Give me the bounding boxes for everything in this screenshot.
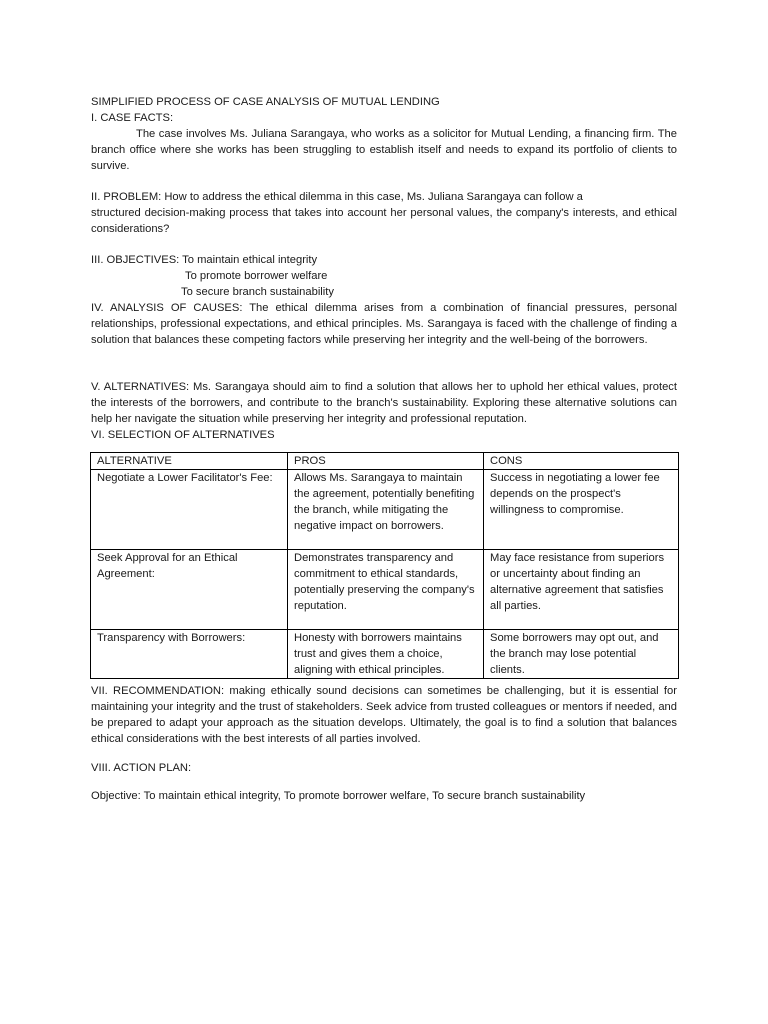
selection-heading: VI. SELECTION OF ALTERNATIVES (91, 429, 275, 441)
cons-cell: Success in negotiating a lower fee depends on the prospect's willingness to compromise. (484, 470, 679, 550)
table-row (91, 470, 679, 550)
problem-text: structured decision-making process that takes into account her personal values, the company's interests, and ethical considerations? (91, 207, 677, 235)
pros-cell: Demonstrates transparency and commitment to ethical standards, potentially preserving the company's reputation. (288, 550, 484, 630)
objectives-line-1: III. OBJECTIVES: To maintain ethical integrity (91, 254, 318, 266)
action-plan-objective: Objective: To maintain ethical integrity, To promote borrower welfare, To secure branch sustainability (91, 790, 586, 802)
cons-cell: May face resistance from superiors or uncertainty about finding an alternative agreement that satisfies all parties. (484, 550, 679, 630)
case-facts-heading: I. CASE FACTS: (91, 112, 174, 124)
alternatives-table (90, 452, 679, 679)
action-plan-heading: VIII. ACTION PLAN: (91, 762, 192, 774)
objectives-line-2: To promote borrower welfare (185, 270, 328, 282)
table-header-row (91, 453, 679, 470)
alternative-cell: Negotiate a Lower Facilitator's Fee: (91, 470, 288, 550)
objectives-line-3: To secure branch sustainability (181, 286, 334, 298)
cons-cell: Some borrowers may opt out, and the branch may lose potential clients. (484, 630, 679, 679)
recommendation-text: VII. RECOMMENDATION: making ethically sound decisions can sometimes be challenging, but it is essential for maintaining your integrity and the trust of stakeholders. Seek advice from trusted colleagues or mentors if needed, and be prepared to adapt your approach as the situation develops. Ultimately, the goal is to find a solution that balances ethical considerations with the best interests of all parties involved. (91, 685, 677, 745)
alternative-cell: Transparency with Borrowers: (91, 630, 288, 679)
pros-cell: Allows Ms. Sarangaya to maintain the agreement, potentially benefiting the branch, while mitigating the negative impact on borrowers. (288, 470, 484, 550)
header-pros: PROS (288, 453, 484, 470)
case-facts-text: The case involves Ms. Juliana Sarangaya, who works as a solicitor for Mutual Lending, a financing firm. The branch office where she works has been struggling to establish itself and needs to expand its portfolio of clients to survive. (91, 128, 677, 172)
analysis-of-causes-text: IV. ANALYSIS OF CAUSES: The ethical dilemma arises from a combination of financial pressures, personal relationships, professional expectations, and ethical principles. Ms. Sarangaya is faced with the challenge of finding a solution that balances these competing factors while preserving her integrity and the well-being of the borrowers. (91, 302, 677, 346)
table-row (91, 630, 679, 679)
header-cons: CONS (484, 453, 679, 470)
problem-first-line: II. PROBLEM: How to address the ethical dilemma in this case, Ms. Juliana Sarangaya can follow a (91, 191, 583, 203)
pros-cell: Honesty with borrowers maintains trust and gives them a choice, aligning with ethical principles. (288, 630, 484, 679)
alternative-cell: Seek Approval for an Ethical Agreement: (91, 550, 288, 630)
alternatives-text: V. ALTERNATIVES: Ms. Sarangaya should aim to find a solution that allows her to uphold her ethical values, protect the interests of the borrowers, and contribute to the branch's sustainability. Exploring these alternative solutions can help her navigate the situation while preserving her integrity and professional reputation. (91, 381, 677, 425)
table-row (91, 550, 679, 630)
document-title: SIMPLIFIED PROCESS OF CASE ANALYSIS OF MUTUAL LENDING (91, 96, 440, 108)
header-alternative: ALTERNATIVE (91, 453, 288, 470)
